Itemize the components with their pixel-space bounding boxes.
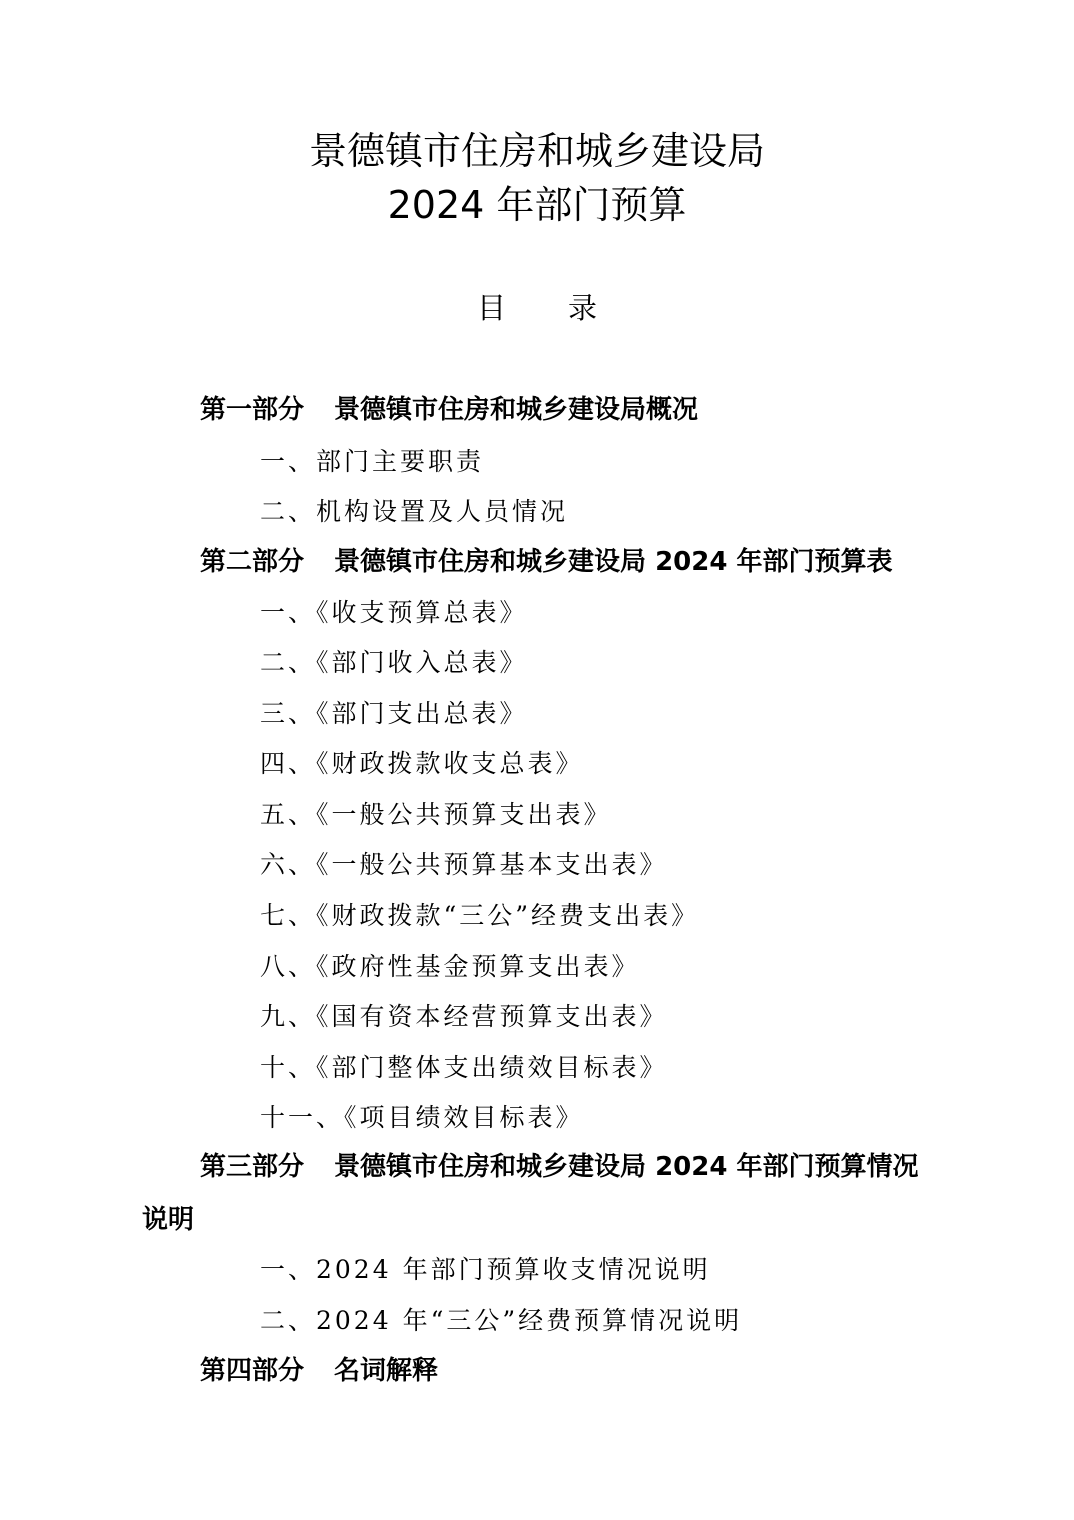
toc-heading-left: 目 [476, 291, 506, 325]
toc-part-3-item: 二、2024 年“三公”经费预算情况说明 [260, 1306, 743, 1335]
toc-part-2-item: 二、《部门收入总表》 [260, 648, 528, 677]
toc-part-2 [200, 549, 892, 575]
toc-part-2-item: 十、《部门整体支出绩效目标表》 [260, 1053, 668, 1082]
toc-part-2-title: 景德镇市住房和城乡建设局 2024 年部门预算表 [334, 547, 893, 577]
toc-part-3 [142, 1141, 942, 1247]
toc-part-2-item: 八、《政府性基金预算支出表》 [260, 952, 640, 981]
toc-part-1 [200, 397, 698, 423]
toc-part-2-item: 三、《部门支出总表》 [260, 699, 528, 728]
document-title-line2: 2024 年部门预算 [387, 183, 687, 227]
toc-part-1-title: 景德镇市住房和城乡建设局概况 [334, 395, 699, 425]
toc-heading-right: 录 [568, 291, 598, 325]
toc-part-1-item: 二、机构设置及人员情况 [260, 497, 569, 526]
toc-part-3-item: 一、2024 年部门预算收支情况说明 [260, 1255, 711, 1284]
toc-part-3-title: 景德镇市住房和城乡建设局 2024 年部门预算情况说明 [142, 1152, 919, 1235]
toc-part-2-item: 五、《一般公共预算支出表》 [260, 800, 612, 829]
toc-heading [0, 291, 1074, 325]
toc-part-4-title: 名词解释 [334, 1356, 439, 1386]
document-title-line1: 景德镇市住房和城乡建设局 [308, 129, 765, 173]
toc-part-2-item: 六、《一般公共预算基本支出表》 [260, 850, 668, 879]
toc-part-2-item: 四、《财政拨款收支总表》 [260, 749, 584, 778]
toc-part-2-item: 七、《财政拨款“三公”经费支出表》 [260, 901, 700, 930]
toc-part-2-item: 十一、《项目绩效目标表》 [260, 1103, 584, 1132]
toc-part-2-item: 九、《国有资本经营预算支出表》 [260, 1002, 668, 1031]
toc-part-2-label: 第二部分 [200, 547, 305, 577]
toc-part-1-label: 第一部分 [200, 395, 305, 425]
toc-part-4-label: 第四部分 [200, 1356, 305, 1386]
toc-part-2-item: 一、《收支预算总表》 [260, 598, 528, 627]
toc-part-4 [200, 1358, 438, 1384]
toc-part-3-label: 第三部分 [200, 1152, 305, 1182]
toc-part-1-item: 一、部门主要职责 [260, 447, 485, 476]
